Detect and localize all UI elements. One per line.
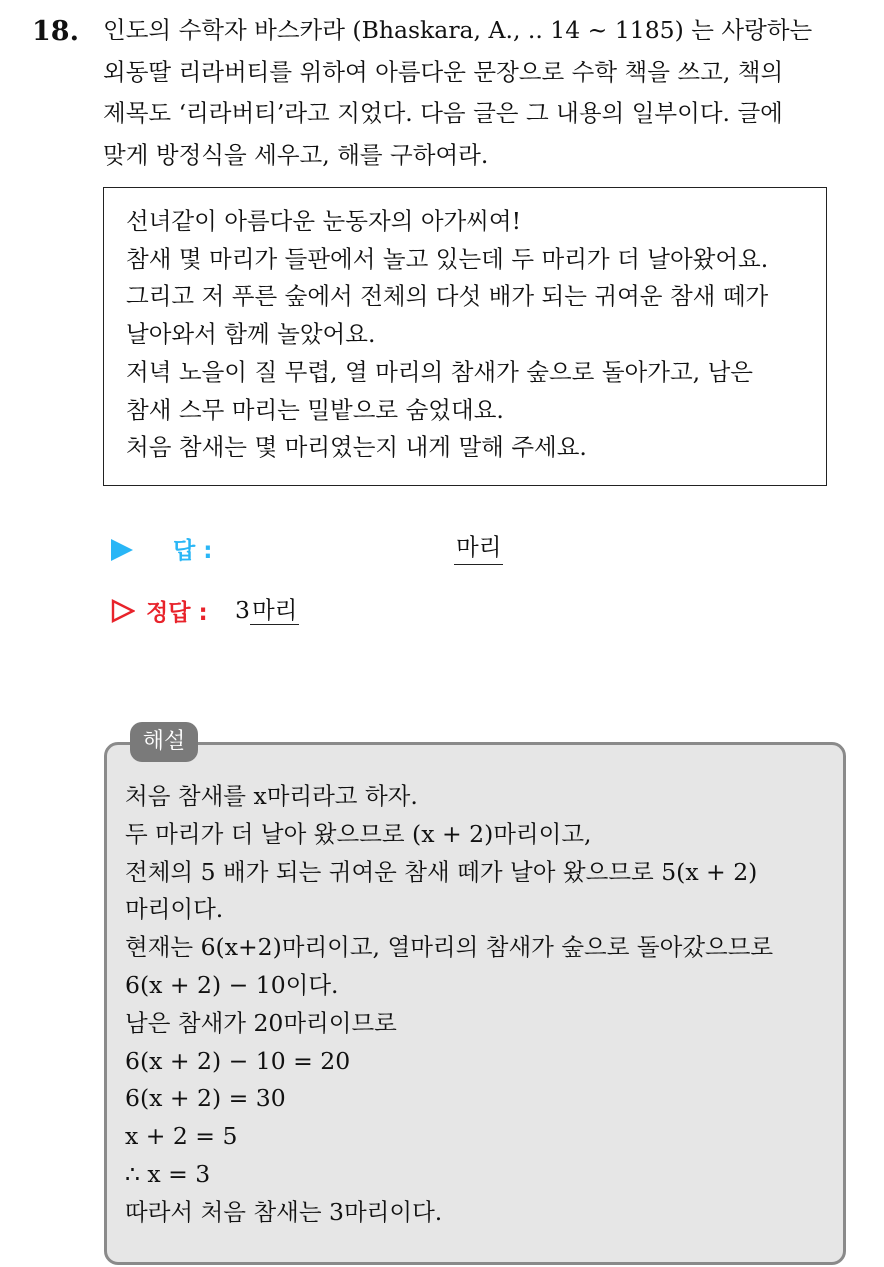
poem-line: 저녁 노을이 질 무렵, 열 마리의 참새가 숲으로 돌아가고, 남은 xyxy=(126,357,753,386)
poem-line: 선녀같이 아름다운 눈동자의 아가씨여! xyxy=(126,207,522,235)
solution-line: 현재는 6(x+2)마리이고, 열마리의 참새가 숲으로 돌아갔으므로 xyxy=(125,933,774,962)
question-text xyxy=(103,10,863,176)
solution-tab: 해설 xyxy=(130,722,198,762)
answer-label: 답 : xyxy=(173,538,213,564)
question-line: 맞게 방정식을 세우고, 해를 구하여라. xyxy=(103,140,489,169)
answer-row xyxy=(111,530,611,570)
answer-blank[interactable] xyxy=(454,530,503,565)
poem-line: 그리고 저 푸른 숲에서 전체의 다섯 배가 되는 귀여운 참새 떼가 xyxy=(126,282,769,311)
solution-line: 6(x + 2) − 10 = 20 xyxy=(125,1046,351,1075)
question-line: 인도의 수학자 바스카라 (Bhaskara, A., .. 14 ~ 1185) 는 사랑하는 xyxy=(103,16,813,44)
question-line: 외동딸 리라버티를 위하여 아름다운 문장으로 수학 책을 쓰고, 책의 xyxy=(103,57,784,86)
poem-line: 참새 몇 마리가 들판에서 놀고 있는데 두 마리가 더 날아왔어요. xyxy=(126,244,769,273)
solution-line: x + 2 = 5 xyxy=(125,1122,238,1151)
solution-line: ∴ x = 3 xyxy=(125,1159,211,1188)
question-line: 제목도 ‘리라버티’라고 지었다. 다음 글은 그 내용의 일부이다. 글에 xyxy=(103,99,783,127)
poem-line: 참새 스무 마리는 밀밭으로 숨었대요. xyxy=(126,395,504,424)
poem-line: 처음 참새는 몇 마리였는지 내게 말해 주세요. xyxy=(126,433,587,462)
play-triangle-icon xyxy=(111,539,133,561)
correct-answer-number: 3 xyxy=(235,596,250,624)
solution-line: 두 마리가 더 날아 왔으므로 (x + 2)마리이고, xyxy=(125,819,592,848)
correct-answer-value xyxy=(235,593,299,627)
outline-triangle-icon xyxy=(111,599,135,623)
solution-line: 전체의 5 배가 되는 귀여운 참새 떼가 날아 왔으므로 5(x + 2) xyxy=(125,857,758,886)
solution-line: 남은 참새가 20마리이므로 xyxy=(125,1008,397,1037)
solution-text xyxy=(125,778,773,1232)
poem-box xyxy=(103,187,827,486)
solution-line: 6(x + 2) − 10이다. xyxy=(125,970,339,999)
answer-unit: 마리 xyxy=(456,533,502,561)
solution-line: 6(x + 2) = 30 xyxy=(125,1084,286,1113)
correct-answer-row xyxy=(111,593,611,633)
correct-answer-label: 정답 : xyxy=(146,600,208,626)
solution-line: 따라서 처음 참새는 3마리이다. xyxy=(125,1197,443,1226)
correct-answer-unit: 마리 xyxy=(251,596,298,624)
poem-line: 날아와서 함께 놀았어요. xyxy=(126,320,376,349)
solution-line: 마리이다. xyxy=(125,895,224,924)
solution-line: 처음 참새를 x마리라고 하자. xyxy=(125,782,418,810)
poem-text xyxy=(126,203,768,467)
question-number: 18. xyxy=(32,16,79,47)
